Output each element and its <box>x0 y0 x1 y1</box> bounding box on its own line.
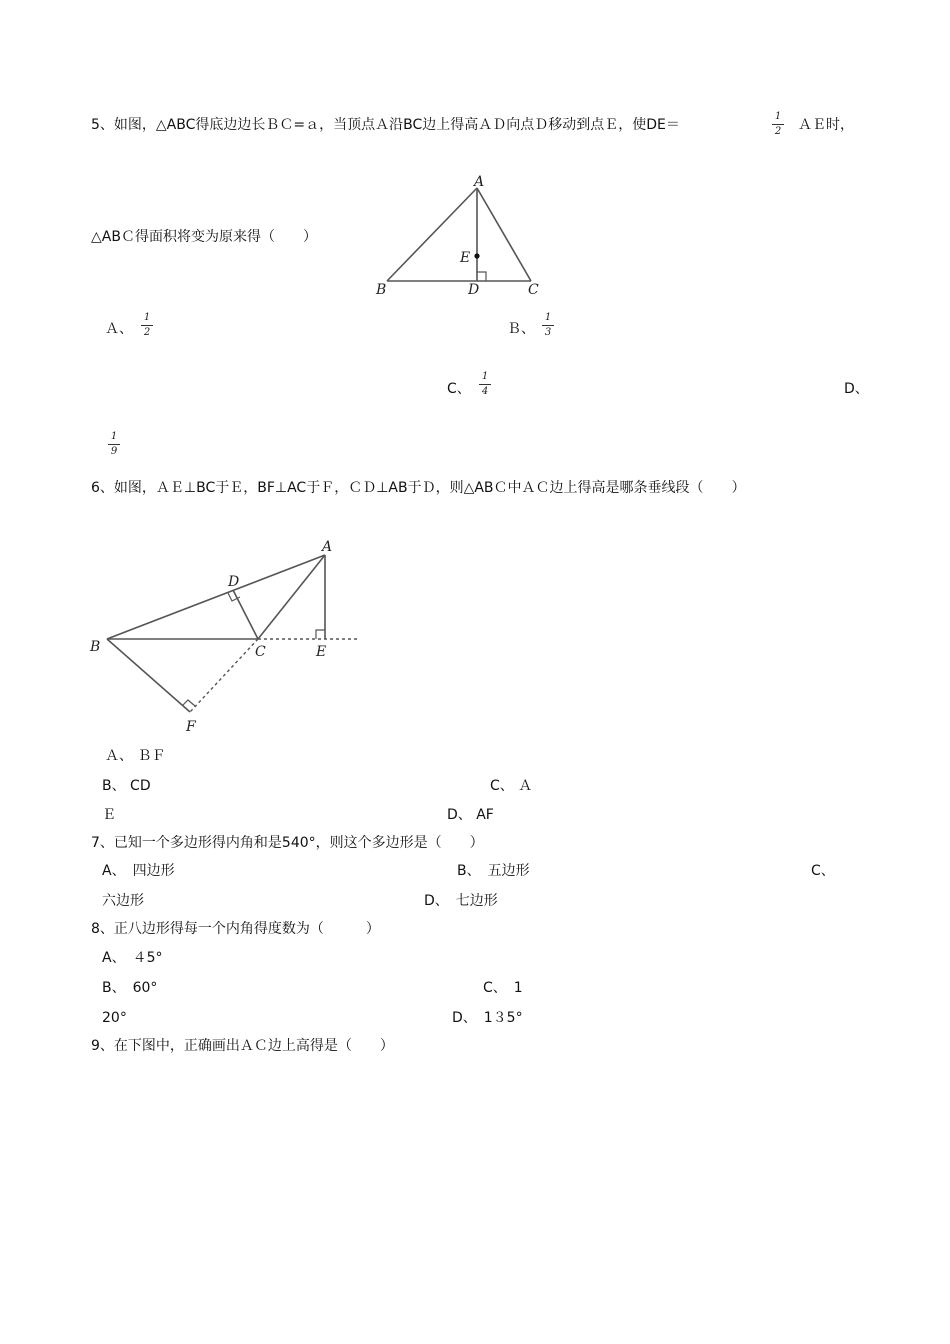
label-e: E <box>316 644 327 660</box>
q5-stem-line1-end: ＡＥ时， <box>798 117 854 133</box>
q5-option-c-label: C、 <box>447 381 471 397</box>
fraction-denominator: 2 <box>143 327 151 338</box>
q7-option-c: C、 <box>811 863 835 879</box>
q6-option-d: D、 AF <box>447 807 494 823</box>
label-c: C <box>528 282 539 298</box>
q8-option-a: A、 ４5° <box>102 950 163 966</box>
label-b: B <box>376 282 387 298</box>
q7-option-a: A、 四边形 <box>102 863 175 879</box>
q8-stem: 8、正八边形得每一个内角得度数为（ ） <box>91 921 380 937</box>
fraction-numerator: 1 <box>481 371 489 382</box>
q8-option-d: D、 1３5° <box>452 1010 523 1026</box>
label-f: F <box>186 719 196 735</box>
label-b: B <box>90 639 101 655</box>
fraction-denominator: 2 <box>774 126 782 137</box>
q9-stem: 9、在下图中，正确画出ＡＣ边上高得是（ ） <box>91 1038 394 1054</box>
fraction-numerator: 1 <box>110 431 118 442</box>
segment-bf <box>107 639 190 712</box>
q6-option-c: C、 Ａ <box>490 778 533 794</box>
q8-option-b: B、 60° <box>102 980 158 996</box>
q5-option-d-label: D、 <box>844 381 869 397</box>
ac-extension-dashed <box>190 639 258 712</box>
fraction-denominator: 9 <box>110 446 118 457</box>
right-angle-mark-e <box>316 630 325 639</box>
q5-stem-line2: △ABＣ得面积将变为原来得（ ） <box>91 229 317 245</box>
fraction-numerator: 1 <box>774 111 782 122</box>
q7-stem: 7、已知一个多边形得内角和是540°，则这个多边形是（ ） <box>91 835 484 851</box>
fraction-denominator: 3 <box>544 327 552 338</box>
q6-stem: 6、如图，ＡＥ⊥BC于Ｅ，BF⊥AC于Ｆ，ＣＤ⊥AB于Ｄ，则△ABＣ中ＡＣ边上得高是哪条垂线段（ ） <box>91 480 746 496</box>
q5-option-b-label: Ｂ、 <box>507 321 535 337</box>
label-d: D <box>228 574 240 590</box>
q6-option-b: B、 CD <box>102 778 151 794</box>
label-c: C <box>255 644 266 660</box>
q7-option-d: D、 七边形 <box>424 893 498 909</box>
fraction-numerator: 1 <box>544 312 552 323</box>
fraction-numerator: 1 <box>143 312 151 323</box>
label-a: A <box>474 174 485 190</box>
right-angle-mark-f <box>183 700 195 706</box>
label-d: D <box>468 282 480 298</box>
q8-option-c-continued: 20° <box>102 1010 127 1026</box>
q6-option-a: Ａ、 ＢＦ <box>105 748 166 764</box>
fraction-denominator: 4 <box>481 386 489 397</box>
label-e: E <box>460 250 471 266</box>
label-a: A <box>322 539 333 555</box>
q6-option-c-continued: Ｅ <box>102 807 116 823</box>
q5-stem-line1: 5、如图，△ABC得底边边长ＢＣ=ａ，当顶点Ａ沿BC边上得高ＡＤ向点Ｄ移动到点Ｅ，使DE＝ <box>91 117 680 133</box>
q5-option-a-label: Ａ、 <box>105 321 133 337</box>
segment-cd <box>233 590 258 639</box>
q7-option-c-continued: 六边形 <box>102 893 144 909</box>
q7-option-b: B、 五边形 <box>457 863 530 879</box>
q8-option-c: C、 1 <box>483 980 523 996</box>
